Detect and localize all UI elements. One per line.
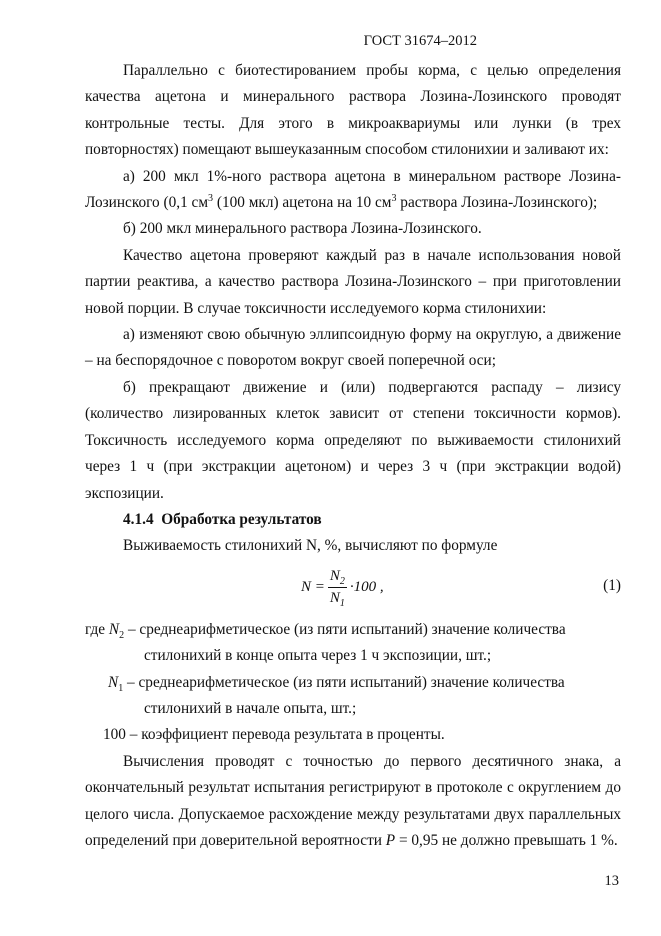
paragraph-conclusion: Вычисления проводят с точностью до первого десятичного знака, а окончательный результат испытания регистрируют в протоколе с округлением до целого числа. Допускаемое расхождение между результатами двух параллельных определений при доверительной вероятности P = 0,95 не должно превышать 1 %. — [85, 752, 621, 849]
definition-coef: 100 – коэффициент перевода результата в проценты. — [103, 726, 445, 744]
formula-number: (1) — [603, 576, 621, 594]
formula-fraction: $\frac{N_2}{N_1}$ — [329, 567, 345, 609]
formula-block — [85, 563, 621, 617]
paragraph-tox-a: а) изменяют свою обычную эллипсоидную форму на округлую, а движение – на беспорядочное с поворотом вокруг своей поперечной оси; — [85, 326, 621, 370]
paragraph-quality: Качество ацетона проверяют каждый раз в начале использования новой партии реактива, а качество раствора Лозина-Лозинского – при приготовлении новой порции. В случае токсичности исследуемого корма стилонихии: — [85, 246, 621, 317]
definition-n2-cont: стилонихий в конце опыта через 1 ч экспозиции, шт.; — [144, 647, 492, 665]
definition-n2: где $N_2$ – среднеарифметическое (из пяти испытаний) значение количества — [85, 620, 566, 641]
formula-intro: Выживаемость стилонихий N, %, вычисляют по формуле — [123, 537, 498, 555]
paragraph-intro: Параллельно с биотестированием пробы корма, с целью определения качества ацетона и минерального раствора Лозина-Лозинского проводят контрольные тесты. Для этого в микроаквариумы или лунки (в трех повторностях) помещают вышеуказанным способом стилонихии и заливают их: — [85, 62, 621, 159]
paragraph-tox-b: б) прекращают движение и (или) подвергаются распаду – лизису (количество лизированных клеток зависит от степени токсичности кормов). Токсичность исследуемого корма определяют по выживаемости стилонихий через 1 ч (при экстракции ацетоном) и через 3 ч (при экстракции водой) экспозиции. — [85, 378, 621, 502]
paragraph-item-a: а) 200 мкл 1%-ного раствора ацетона в минеральном растворе Лозина-Лозинского (0,1 $см^3$ (100 мкл) ацетона на 10 $см^3$ раствора Лозина-Лозинского); — [85, 167, 621, 212]
page-body — [85, 58, 621, 854]
standard-header: ГОСТ 31674–2012 — [363, 33, 477, 49]
paragraph-item-b: б) 200 мкл минерального раствора Лозина-Лозинского. — [123, 220, 482, 238]
definition-n1-cont: стилонихий в начале опыта, шт.; — [144, 699, 357, 717]
section-heading: 4.1.4 Обработка результатов — [123, 510, 322, 528]
page-number: 13 — [604, 873, 619, 889]
formula-expression: N = $\frac{N_2}{N_1}$ ·100 , — [301, 567, 384, 609]
definition-n1: $N_1$ – среднеарифметическое (из пяти испытаний) значение количества — [108, 673, 565, 694]
